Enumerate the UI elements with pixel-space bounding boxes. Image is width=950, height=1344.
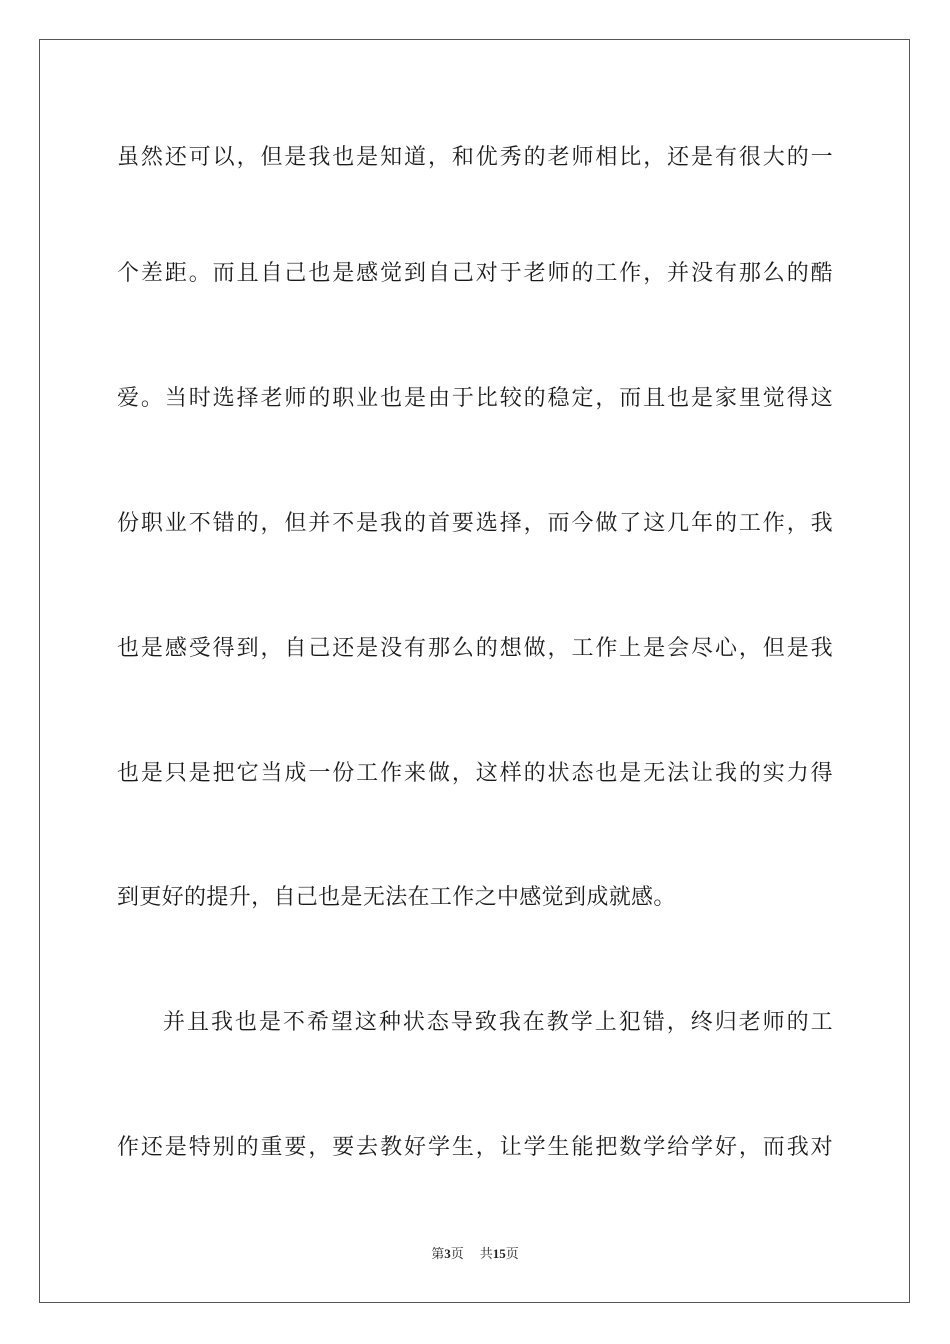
page-number-current: 3 (444, 1246, 451, 1261)
body-text-line-3: 爱。当时选择老师的职业也是由于比较的稳定，而且也是家里觉得这 (117, 386, 833, 411)
body-text-line-1: 虽然还可以，但是我也是知道，和优秀的老师相比，还是有很大的一 (117, 145, 833, 170)
body-text-line-7: 到更好的提升，自己也是无法在工作之中感觉到成就感。 (117, 885, 676, 910)
page-total-count: 15 (492, 1246, 506, 1261)
body-text-line-6: 也是只是把它当成一份工作来做，这样的状态也是无法让我的实力得 (117, 761, 833, 786)
body-text-line-9: 作还是特别的重要，要去教好学生，让学生能把数学给学好，而我对 (117, 1135, 833, 1160)
body-text-line-5: 也是感受得到，自己还是没有那么的想做，工作上是会尽心，但是我 (117, 636, 833, 661)
page-footer (0, 1246, 950, 1262)
page-number-suffix: 页 (450, 1246, 464, 1261)
body-text-line-8: 并且我也是不希望这种状态导致我在教学上犯错，终归老师的工 (163, 1010, 833, 1035)
page-number-prefix: 第 (431, 1246, 445, 1261)
body-text-line-2: 个差距。而且自己也是感觉到自己对于老师的工作，并没有那么的酷 (117, 261, 833, 286)
page-total-prefix: 共 (479, 1246, 493, 1261)
body-text-line-4: 份职业不错的，但并不是我的首要选择，而今做了这几年的工作，我 (117, 511, 833, 536)
page-frame (39, 39, 910, 1303)
page-total-suffix: 页 (505, 1246, 519, 1261)
